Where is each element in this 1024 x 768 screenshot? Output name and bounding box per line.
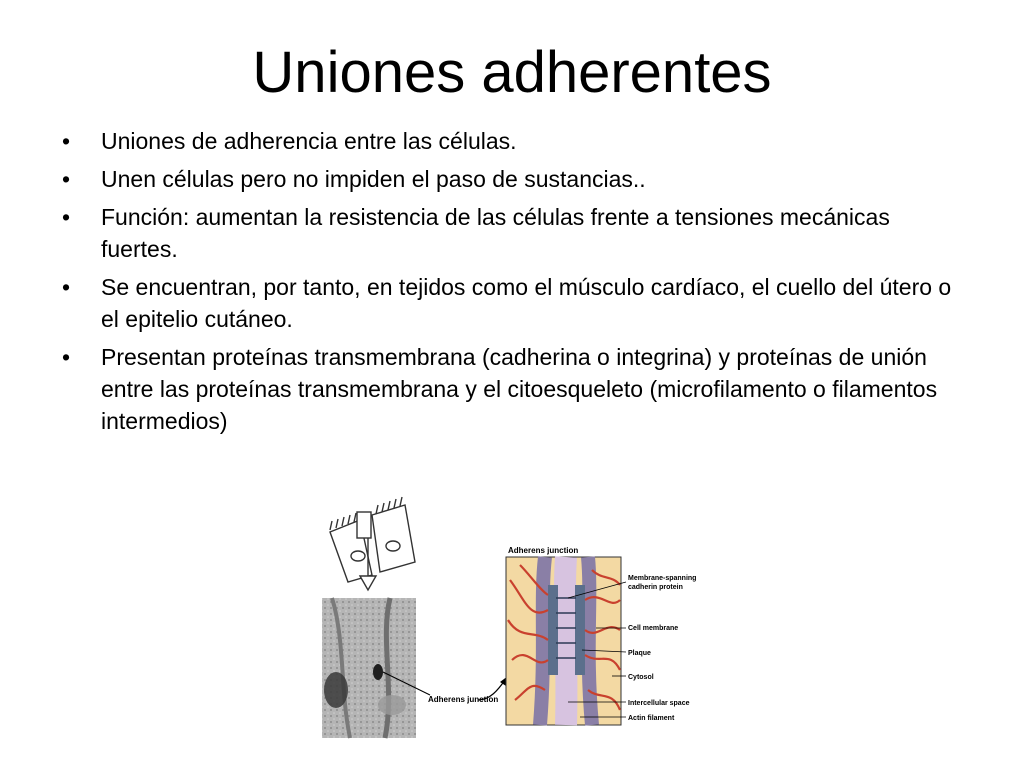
- bullet-marker: •: [62, 128, 71, 154]
- bullet-marker: •: [62, 344, 71, 370]
- bullet-marker: •: [62, 166, 71, 192]
- micrograph-pointer: [383, 672, 430, 695]
- bullet-text: Unen células pero no impiden el paso de sustancias..: [101, 166, 646, 192]
- zoom-box: [357, 512, 371, 538]
- membrane-left: [540, 557, 545, 725]
- microvilli: [330, 497, 402, 530]
- nucleus-right: [386, 541, 400, 551]
- bullet-item: [60, 271, 960, 335]
- bullet-marker: •: [62, 204, 71, 230]
- micrograph-label: Adherens junction: [428, 695, 499, 704]
- plaque-right: [575, 585, 585, 675]
- bullet-marker: •: [62, 274, 71, 300]
- label-cell-membrane: Cell membrane: [628, 625, 679, 632]
- diagram-title: Adherens junction: [508, 546, 579, 555]
- bullet-text: Función: aumentan la resistencia de las células frente a tensiones mecánicas fuertes.: [101, 204, 890, 262]
- label-cytosol: Cytosol: [628, 674, 654, 681]
- label-cadherin: Membrane-spanning cadherin protein: [628, 575, 697, 591]
- cell-outline-right: [372, 505, 415, 572]
- label-actin-filament: Actin filament: [628, 715, 675, 722]
- plaque-left: [548, 585, 558, 675]
- label-leader-lines: [568, 582, 626, 717]
- label-plaque: Plaque: [628, 650, 651, 657]
- bullet-text: Uniones de adherencia entre las células.: [101, 128, 517, 154]
- bullet-item: [60, 125, 960, 157]
- micrograph-image: [322, 598, 416, 738]
- bullet-item: [60, 341, 960, 437]
- epithelial-cells-sketch: [330, 497, 415, 590]
- label-intercellular-space: Intercellular space: [628, 700, 690, 707]
- cadherin-proteins: [556, 598, 576, 658]
- actin-filaments: [508, 565, 620, 710]
- bullet-item: [60, 163, 960, 195]
- bullet-text: Se encuentran, por tanto, en tejidos como el músculo cardíaco, el cuello del útero o el epitelio cutáneo.: [101, 274, 952, 332]
- bullet-list: [60, 125, 960, 443]
- cell-outline-left: [330, 520, 372, 582]
- slide-title: Uniones adherentes: [252, 40, 772, 105]
- membrane-right: [588, 557, 592, 725]
- electron-micrograph: [322, 598, 430, 738]
- zoom-arrow-head: [360, 576, 376, 590]
- intercellular-space: [565, 557, 566, 725]
- connector-arrow: [478, 680, 505, 700]
- bullet-item: [60, 201, 960, 265]
- adherens-junction-diagram: [506, 557, 621, 725]
- bullet-text: Presentan proteínas transmembrana (cadherina o integrina) y proteínas de unión entre las proteínas transmembrana y el citoesqueleto (microfilamento o filamentos intermedios): [101, 344, 938, 434]
- nucleus-left: [351, 551, 365, 561]
- connector-arrow-head: [500, 676, 508, 686]
- cytosol-background: [506, 557, 621, 725]
